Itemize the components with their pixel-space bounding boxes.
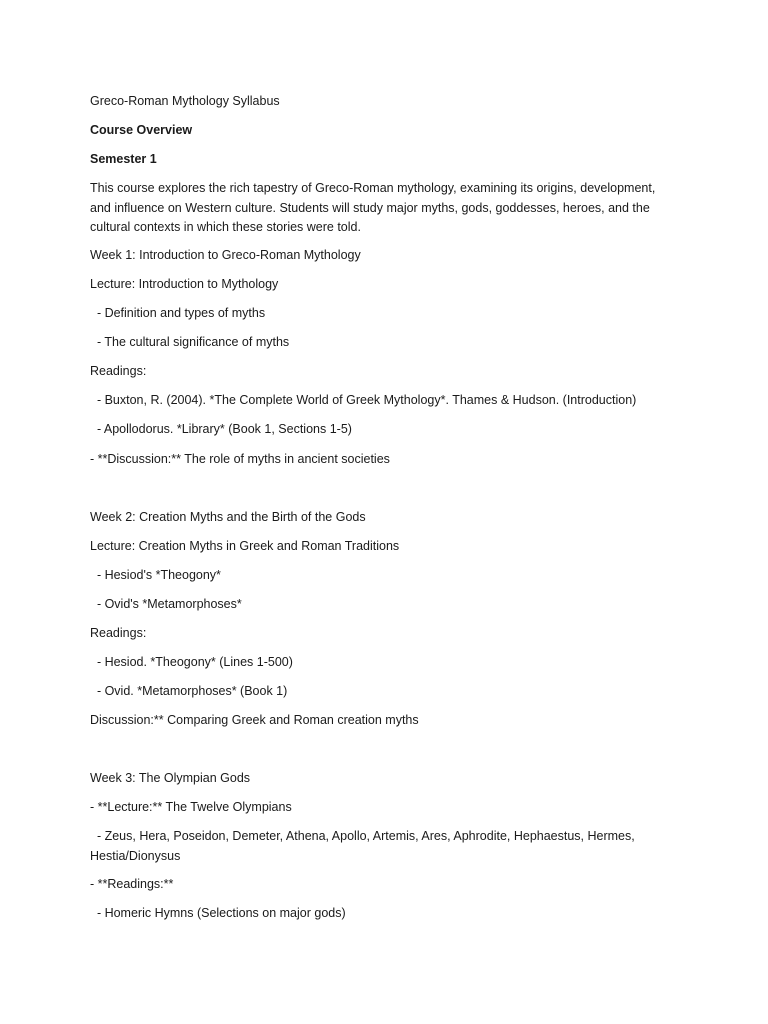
week1-lecture-item: - Definition and types of myths [90, 306, 266, 320]
semester-heading: Semester 1 [90, 152, 157, 166]
week2-lecture: Lecture: Creation Myths in Greek and Roman Traditions [90, 539, 400, 553]
week1-lecture-item: - The cultural significance of myths [90, 335, 290, 349]
week2-lecture-item: - Ovid's *Metamorphoses* [90, 597, 242, 611]
week3-readings-label: - **Readings:** [90, 877, 174, 891]
week2-discussion: Discussion:** Comparing Greek and Roman creation myths [90, 713, 419, 727]
week3-reading: - Homeric Hymns (Selections on major gods) [90, 906, 346, 920]
document-title: Greco-Roman Mythology Syllabus [90, 94, 280, 108]
week1-title: Week 1: Introduction to Greco-Roman Mythology [90, 248, 361, 262]
week2-title: Week 2: Creation Myths and the Birth of the Gods [90, 510, 366, 524]
week3-lecture: - **Lecture:** The Twelve Olympians [90, 800, 292, 814]
course-overview-heading: Course Overview [90, 123, 193, 137]
intro-paragraph: This course explores the rich tapestry of Greco-Roman mythology, examining its origins, development, and influence on Western culture. Students will study major myths, gods, goddesses, heroes, and the cultural contexts in which these stories were told. [90, 181, 656, 234]
week1-reading: - Apollodorus. *Library* (Book 1, Sections 1-5) [90, 422, 352, 436]
week3-lecture-item: - Zeus, Hera, Poseidon, Demeter, Athena, Apollo, Artemis, Ares, Aphrodite, Hephaestus, Hermes, Hestia/Dionysus [90, 829, 639, 863]
week1-reading: - Buxton, R. (2004). *The Complete World of Greek Mythology*. Thames & Hudson. (Introduction) [90, 393, 637, 407]
week2-lecture-item: - Hesiod's *Theogony* [90, 568, 221, 582]
week3-title: Week 3: The Olympian Gods [90, 771, 251, 785]
week1-lecture: Lecture: Introduction to Mythology [90, 277, 279, 291]
week1-discussion: - **Discussion:** The role of myths in ancient societies [90, 452, 390, 466]
week2-reading: - Ovid. *Metamorphoses* (Book 1) [90, 684, 288, 698]
week1-readings-label: Readings: [90, 364, 147, 378]
week2-reading: - Hesiod. *Theogony* (Lines 1-500) [90, 655, 293, 669]
week2-readings-label: Readings: [90, 626, 147, 640]
